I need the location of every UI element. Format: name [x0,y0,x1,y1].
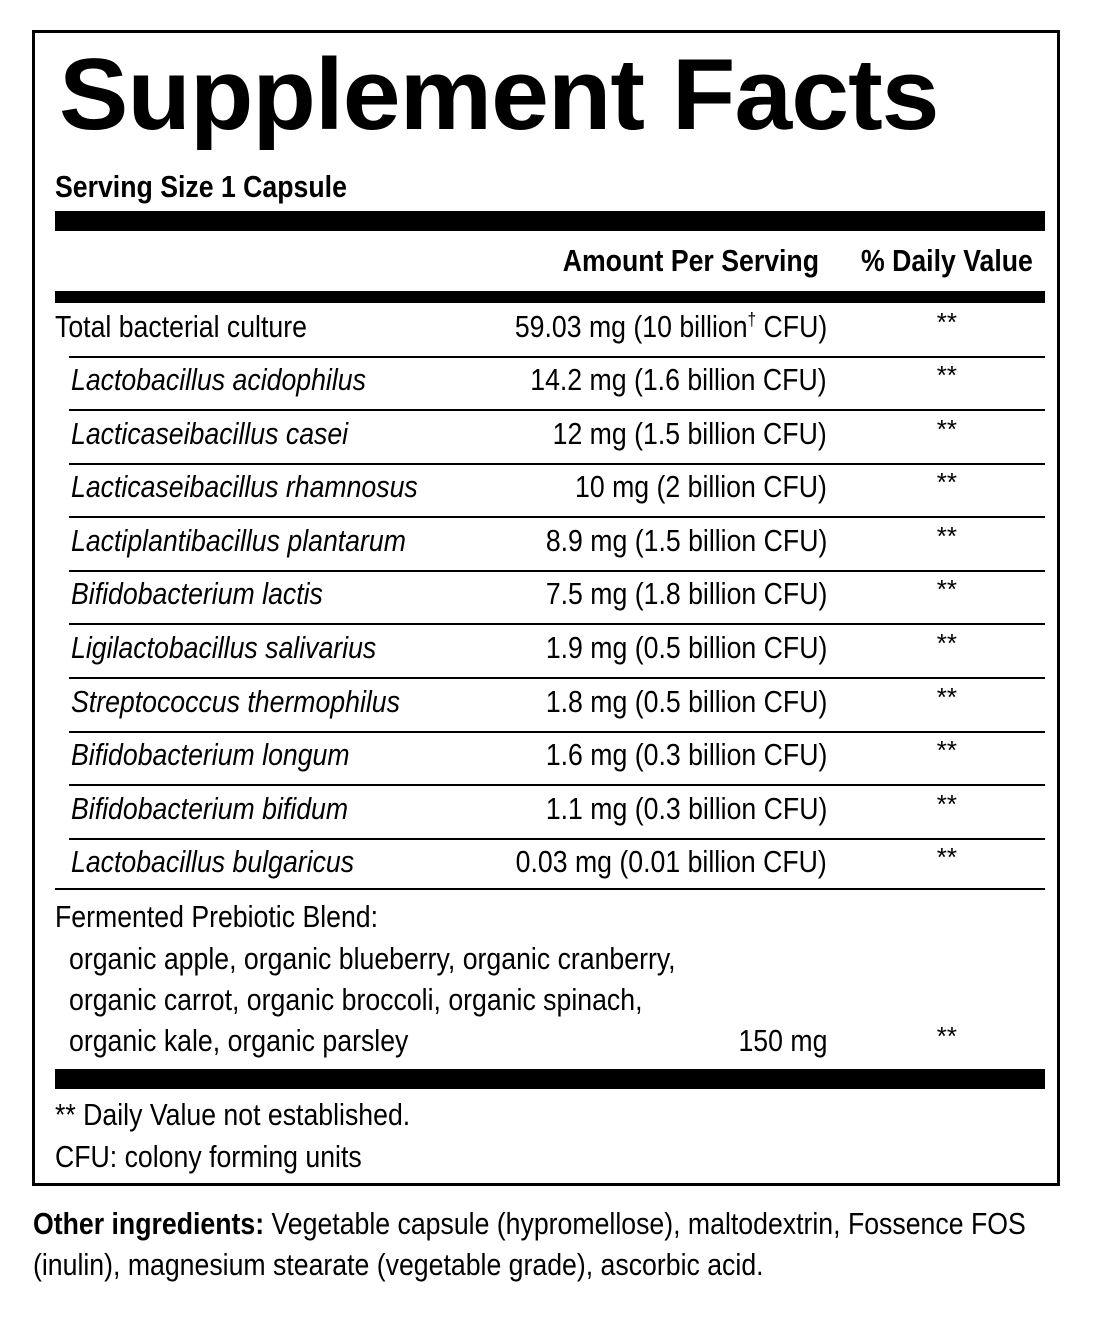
row-daily-value: ** [936,413,957,444]
table-row [55,519,1045,572]
table-row [55,412,1045,465]
row-name: Lactiplantibacillus plantarum [71,522,406,558]
row-amount: 14.2 mg (1.6 billion CFU) [530,362,827,397]
row-daily-value: ** [936,735,957,766]
row-divider [55,888,1045,890]
row-amount: 7.5 mg (1.8 billion CFU) [545,576,827,612]
other-ingredients-label: Other ingredients: [33,1206,265,1241]
serving-size: Serving Size 1 Capsule [55,169,347,204]
footnote-daily-value: ** Daily Value not established. [55,1097,411,1132]
row-name: Bifidobacterium longum [71,737,350,773]
other-ingredients [33,1203,1048,1285]
prebiotic-blend-row [55,897,1045,1069]
blend-amount: 150 mg [738,1023,827,1058]
row-name: Lacticaseibacillus rhamnosus [71,469,418,505]
table-row [55,680,1045,733]
other-ingredients-text: Vegetable capsule (hypromellose), maltodextrin, Fossence FOS (inulin), magnesium stearate (vegetable grade), ascorbic acid. [33,1206,1026,1282]
daily-value-header: % Daily Value [861,243,1033,278]
row-name: Total bacterial culture [55,309,307,344]
row-amount: 1.8 mg (0.5 billion CFU) [545,683,827,719]
row-amount: 10 mg (2 billion CFU) [575,469,827,505]
table-row [55,840,1045,893]
supplement-facts-panel [32,30,1060,1186]
thick-divider-top [55,211,1045,231]
row-daily-value: ** [936,467,957,498]
table-row [55,465,1045,518]
row-name: Streptococcus thermophilus [71,683,400,719]
table-row [55,572,1045,625]
row-daily-value: ** [936,360,957,390]
blend-ingredients-line: organic kale, organic parsley [69,1023,409,1058]
row-amount: 0.03 mg (0.01 billion CFU) [515,844,827,880]
row-daily-value: ** [936,520,957,551]
row-daily-value: ** [936,307,957,337]
row-amount: 12 mg (1.5 billion CFU) [552,415,827,451]
row-daily-value: ** [936,681,957,712]
table-row [55,787,1045,840]
table-row [55,626,1045,679]
row-amount: 1.9 mg (0.5 billion CFU) [545,630,827,665]
row-amount: 1.1 mg (0.3 billion CFU) [545,790,827,826]
row-amount: 59.03 mg (10 billion† CFU) [514,309,827,344]
row-name: Lactobacillus acidophilus [71,362,366,397]
row-amount: 8.9 mg (1.5 billion CFU) [545,522,827,558]
amount-per-serving-header: Amount Per Serving [562,243,819,278]
table-row [55,358,1045,411]
thick-divider-bottom [55,1069,1045,1089]
blend-ingredients-line: organic carrot, organic broccoli, organic spinach, [69,982,643,1017]
table-row-total [55,305,1045,358]
row-name: Lactobacillus bulgaricus [71,844,355,880]
row-name: Bifidobacterium lactis [71,576,323,612]
panel-title: Supplement Facts [59,39,939,151]
row-name: Bifidobacterium bifidum [71,790,349,826]
table-row [55,733,1045,786]
row-name: Lacticaseibacillus casei [71,415,349,451]
blend-ingredients-line: organic apple, organic blueberry, organic cranberry, [69,941,676,976]
row-name: Ligilactobacillus salivarius [71,630,377,665]
row-amount: 1.6 mg (0.3 billion CFU) [545,737,827,773]
blend-daily-value: ** [936,1021,957,1051]
row-daily-value: ** [936,842,957,873]
row-daily-value: ** [936,574,957,605]
thick-divider-header [55,291,1045,303]
blend-name: Fermented Prebiotic Blend: [55,899,379,934]
row-daily-value: ** [936,628,957,658]
footnote-cfu: CFU: colony forming units [55,1139,362,1174]
row-daily-value: ** [936,788,957,819]
